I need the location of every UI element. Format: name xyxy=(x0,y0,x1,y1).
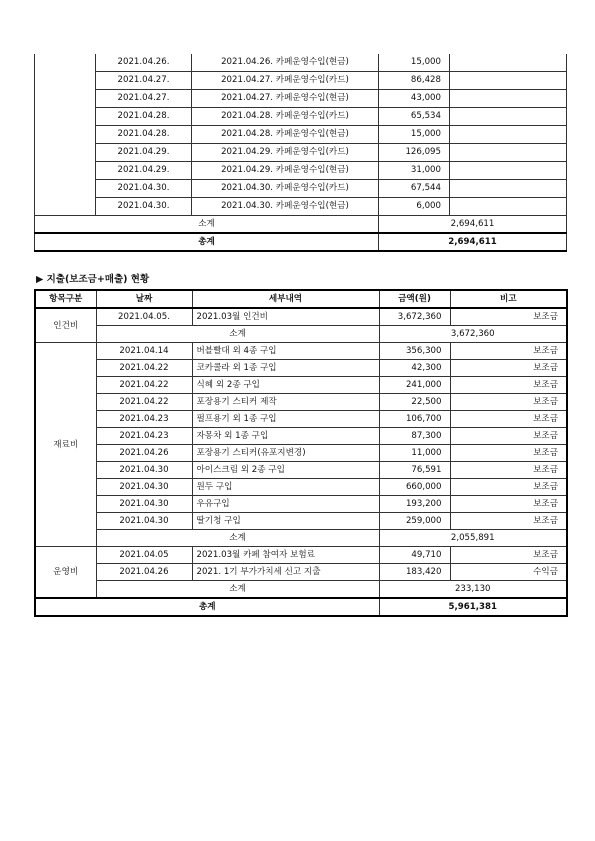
date-cell: 2021.04.22 xyxy=(96,360,192,377)
date-cell: 2021.04.30 xyxy=(96,513,192,530)
subtotal-value: 233,130 xyxy=(379,581,567,599)
description-cell: 2021.04.27. 카페운영수입(카드) xyxy=(192,72,379,90)
expense-table-header xyxy=(35,290,567,308)
description-cell: 2021.04.30. 카페운영수입(현금) xyxy=(192,198,379,216)
description-cell: 2021.04.28. 카페운영수입(현금) xyxy=(192,126,379,144)
table-row xyxy=(35,308,567,326)
header-description: 세부내역 xyxy=(192,290,379,308)
table-row xyxy=(35,428,567,445)
income-table xyxy=(34,54,567,252)
total-value: 5,961,381 xyxy=(379,598,567,616)
table-row xyxy=(35,394,567,411)
table-row xyxy=(35,198,567,216)
date-cell: 2021.04.29. xyxy=(96,144,192,162)
header-date: 날짜 xyxy=(96,290,192,308)
description-cell: 원두 구입 xyxy=(192,479,379,496)
total-label: 총계 xyxy=(35,233,379,251)
note-cell: 보조금 xyxy=(450,394,567,411)
description-cell: 버블빨대 외 4종 구입 xyxy=(192,343,379,360)
total-value: 2,694,611 xyxy=(379,233,567,251)
date-cell: 2021.04.23 xyxy=(96,411,192,428)
date-cell: 2021.04.27. xyxy=(96,90,192,108)
amount-cell: 42,300 xyxy=(379,360,450,377)
subtotal-row xyxy=(35,581,567,599)
table-row xyxy=(35,144,567,162)
description-cell: 자몽차 외 1종 구입 xyxy=(192,428,379,445)
note-cell: 보조금 xyxy=(450,462,567,479)
subtotal-label: 소계 xyxy=(96,530,379,547)
category-cell: 인건비 xyxy=(35,308,96,343)
table-row xyxy=(35,479,567,496)
date-cell: 2021.04.30. xyxy=(96,198,192,216)
date-cell: 2021.04.29. xyxy=(96,162,192,180)
description-cell: 펄프용기 외 1종 구입 xyxy=(192,411,379,428)
description-cell: 아이스크림 외 2종 구입 xyxy=(192,462,379,479)
amount-cell: 76,591 xyxy=(379,462,450,479)
date-cell: 2021.04.22 xyxy=(96,377,192,394)
note-cell xyxy=(450,180,567,198)
description-cell: 2021.03월 인건비 xyxy=(192,308,379,326)
amount-cell: 660,000 xyxy=(379,479,450,496)
expense-total-row xyxy=(35,598,567,616)
description-cell: 우유구입 xyxy=(192,496,379,513)
date-cell: 2021.04.28. xyxy=(96,108,192,126)
table-row xyxy=(35,411,567,428)
subtotal-value: 2,694,611 xyxy=(379,216,567,234)
income-rows xyxy=(35,54,567,251)
description-cell: 2021. 1기 부가가치세 신고 지출 xyxy=(192,564,379,581)
description-cell: 딸기청 구입 xyxy=(192,513,379,530)
note-cell: 보조금 xyxy=(450,360,567,377)
amount-cell: 15,000 xyxy=(379,126,450,144)
note-cell xyxy=(450,198,567,216)
subtotal-value: 2,055,891 xyxy=(379,530,567,547)
note-cell: 보조금 xyxy=(450,411,567,428)
description-cell: 2021.03월 카페 참여자 보험료 xyxy=(192,547,379,564)
amount-cell: 86,428 xyxy=(379,72,450,90)
description-cell: 2021.04.28. 카페운영수입(카드) xyxy=(192,108,379,126)
category-cell: 운영비 xyxy=(35,547,96,599)
table-row xyxy=(35,564,567,581)
date-cell: 2021.04.27. xyxy=(96,72,192,90)
subtotal-label: 소계 xyxy=(35,216,379,234)
category-cell xyxy=(35,54,96,216)
amount-cell: 15,000 xyxy=(379,54,450,72)
date-cell: 2021.04.14 xyxy=(96,343,192,360)
table-row xyxy=(35,180,567,198)
date-cell: 2021.04.30 xyxy=(96,462,192,479)
note-cell: 보조금 xyxy=(450,377,567,394)
table-row xyxy=(35,343,567,360)
subtotal-value: 3,672,360 xyxy=(379,326,567,343)
table-row xyxy=(35,496,567,513)
table-row xyxy=(35,126,567,144)
amount-cell: 6,000 xyxy=(379,198,450,216)
note-cell xyxy=(450,162,567,180)
description-cell: 포장용기 스티커(유포지변경) xyxy=(192,445,379,462)
date-cell: 2021.04.30. xyxy=(96,180,192,198)
description-cell: 코카콜라 외 1종 구입 xyxy=(192,360,379,377)
table-row xyxy=(35,360,567,377)
expense-section-heading: ▶ 지출(보조금+매출) 현황 xyxy=(36,274,150,285)
subtotal-label: 소계 xyxy=(96,326,379,343)
note-cell: 보조금 xyxy=(450,343,567,360)
note-cell: 보조금 xyxy=(450,428,567,445)
table-row xyxy=(35,90,567,108)
date-cell: 2021.04.23 xyxy=(96,428,192,445)
expense-rows xyxy=(35,308,567,616)
table-row xyxy=(35,72,567,90)
subtotal-label: 소계 xyxy=(96,581,379,599)
note-cell xyxy=(450,72,567,90)
amount-cell: 3,672,360 xyxy=(379,308,450,326)
category-cell: 재료비 xyxy=(35,343,96,547)
table-row xyxy=(35,108,567,126)
description-cell: 2021.04.30. 카페운영수입(카드) xyxy=(192,180,379,198)
note-cell: 보조금 xyxy=(450,513,567,530)
amount-cell: 43,000 xyxy=(379,90,450,108)
amount-cell: 49,710 xyxy=(379,547,450,564)
note-cell: 보조금 xyxy=(450,308,567,326)
description-cell: 2021.04.29. 카페운영수입(카드) xyxy=(192,144,379,162)
amount-cell: 67,544 xyxy=(379,180,450,198)
income-total-row xyxy=(35,233,567,251)
note-cell xyxy=(450,54,567,72)
total-label: 총계 xyxy=(35,598,379,616)
date-cell: 2021.04.05. xyxy=(96,308,192,326)
amount-cell: 183,420 xyxy=(379,564,450,581)
date-cell: 2021.04.26 xyxy=(96,564,192,581)
table-row xyxy=(35,547,567,564)
header-amount: 금액(원) xyxy=(379,290,450,308)
description-cell: 2021.04.27. 카페운영수입(현금) xyxy=(192,90,379,108)
note-cell: 보조금 xyxy=(450,496,567,513)
date-cell: 2021.04.26 xyxy=(96,445,192,462)
amount-cell: 87,300 xyxy=(379,428,450,445)
table-row xyxy=(35,162,567,180)
table-row xyxy=(35,377,567,394)
subtotal-row xyxy=(35,326,567,343)
subtotal-row xyxy=(35,530,567,547)
amount-cell: 259,000 xyxy=(379,513,450,530)
description-cell: 식혜 외 2종 구입 xyxy=(192,377,379,394)
description-cell: 2021.04.26. 카페운영수입(현금) xyxy=(192,54,379,72)
description-cell: 포장용기 스티커 제작 xyxy=(192,394,379,411)
note-cell xyxy=(450,90,567,108)
amount-cell: 11,000 xyxy=(379,445,450,462)
date-cell: 2021.04.05 xyxy=(96,547,192,564)
date-cell: 2021.04.30 xyxy=(96,496,192,513)
header-note: 비고 xyxy=(450,290,567,308)
date-cell: 2021.04.28. xyxy=(96,126,192,144)
amount-cell: 356,300 xyxy=(379,343,450,360)
note-cell: 수익금 xyxy=(450,564,567,581)
table-row xyxy=(35,462,567,479)
header-category: 항목구분 xyxy=(35,290,96,308)
note-cell xyxy=(450,126,567,144)
date-cell: 2021.04.30 xyxy=(96,479,192,496)
amount-cell: 106,700 xyxy=(379,411,450,428)
note-cell: 보조금 xyxy=(450,445,567,462)
table-row xyxy=(35,445,567,462)
amount-cell: 241,000 xyxy=(379,377,450,394)
note-cell: 보조금 xyxy=(450,547,567,564)
amount-cell: 193,200 xyxy=(379,496,450,513)
amount-cell: 22,500 xyxy=(379,394,450,411)
note-cell: 보조금 xyxy=(450,479,567,496)
amount-cell: 31,000 xyxy=(379,162,450,180)
amount-cell: 126,095 xyxy=(379,144,450,162)
table-row xyxy=(35,54,567,72)
description-cell: 2021.04.29. 카페운영수입(현금) xyxy=(192,162,379,180)
date-cell: 2021.04.26. xyxy=(96,54,192,72)
note-cell xyxy=(450,144,567,162)
note-cell xyxy=(450,108,567,126)
table-row xyxy=(35,513,567,530)
amount-cell: 65,534 xyxy=(379,108,450,126)
expense-table xyxy=(34,289,568,617)
date-cell: 2021.04.22 xyxy=(96,394,192,411)
income-subtotal-row xyxy=(35,216,567,234)
